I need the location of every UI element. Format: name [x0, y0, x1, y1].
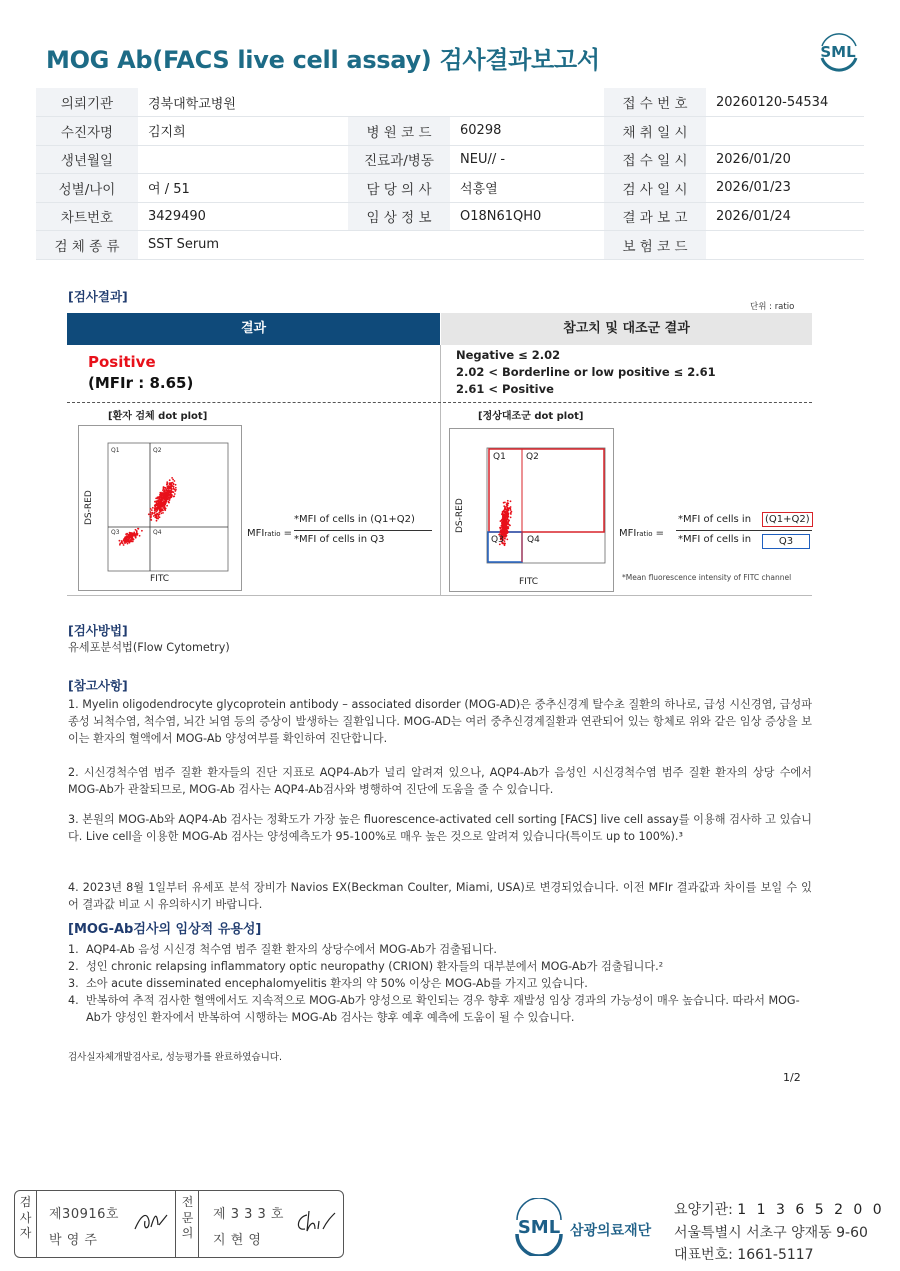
control-dot	[506, 507, 508, 509]
patient-dot	[150, 508, 152, 510]
specialist-license-no: 제 3 3 3 호	[213, 1207, 284, 1222]
patient-dot	[156, 497, 158, 499]
patient-dot	[164, 490, 166, 492]
info-label: 생년월일	[36, 145, 138, 174]
info-label: 진료과/병동	[348, 145, 450, 174]
patient-formula-denominator: *MFI of cells in Q3	[294, 534, 385, 545]
control-q2-label: Q2	[526, 452, 539, 462]
patient-dot	[159, 494, 161, 496]
control-dot	[503, 517, 505, 519]
patient-dot	[171, 485, 173, 487]
footer-code-label: 요양기관:	[674, 1202, 733, 1218]
patient-dot	[164, 505, 166, 507]
info-label: 수진자명	[36, 117, 138, 146]
patient-dot	[136, 534, 138, 536]
footer-code: 1 1 3 6 5 2 0 0	[737, 1202, 885, 1218]
control-q3-label: Q3	[491, 535, 504, 545]
patient-dot	[151, 512, 153, 514]
control-dot	[511, 511, 513, 513]
patient-dot	[156, 520, 158, 522]
info-value: 2026/01/24	[706, 202, 864, 231]
patient-dot	[161, 499, 163, 501]
list-number: 3.	[68, 977, 79, 990]
patient-dot	[159, 498, 161, 500]
patient-dot	[155, 513, 157, 515]
patient-formula-numerator: *MFI of cells in (Q1+Q2)	[294, 514, 415, 525]
patient-dot	[164, 493, 166, 495]
patient-dot	[154, 504, 156, 506]
control-box-q3: Q3	[762, 534, 810, 549]
control-dot	[506, 503, 508, 505]
patient-dot	[138, 528, 140, 530]
control-dot-plot	[449, 428, 614, 592]
specialist-name: 지 현 영	[213, 1233, 262, 1248]
control-x-axis-label: FITC	[519, 577, 539, 587]
info-value	[138, 145, 348, 174]
reference-negative: Negative ≤ 2.02	[456, 348, 561, 362]
control-dot	[507, 500, 509, 502]
patient-dot	[126, 536, 128, 538]
info-value: NEU// -	[450, 145, 604, 174]
control-dot	[504, 538, 506, 540]
control-dot	[503, 515, 505, 517]
footer-phone-number: 1661-5117	[737, 1247, 814, 1263]
patient-dot	[150, 519, 152, 521]
patient-dot	[154, 511, 156, 513]
patient-dot	[158, 512, 160, 514]
patient-dot	[128, 537, 130, 539]
control-dot	[505, 520, 507, 522]
control-dot	[502, 511, 504, 513]
control-dot	[503, 502, 505, 504]
reference-borderline: 2.02 < Borderline or low positive ≤ 2.61	[456, 365, 716, 379]
patient-dot	[173, 483, 175, 485]
control-dot	[504, 512, 506, 514]
patient-dot	[125, 533, 127, 535]
info-label: 검 사 일 시	[604, 174, 706, 203]
clinical-section-title: [MOG-Ab검사의 임상적 유용성]	[68, 922, 262, 937]
patient-dot	[169, 495, 171, 497]
patient-dot	[119, 540, 121, 542]
patient-dot	[166, 481, 168, 483]
info-label: 성별/나이	[36, 174, 138, 203]
patient-dot	[165, 502, 167, 504]
patient-dot	[133, 532, 135, 534]
patient-dot	[131, 539, 133, 541]
info-value: 석흥열	[450, 174, 604, 203]
info-label: 접 수 일 시	[604, 145, 706, 174]
info-label: 검 체 종 류	[36, 231, 138, 260]
dashed-divider	[67, 402, 812, 403]
info-label: 접 수 번 호	[604, 88, 706, 117]
signature-divider	[175, 1191, 176, 1257]
patient-dot	[168, 502, 170, 504]
report-title: MOG Ab(FACS live cell assay) 검사결과보고서	[46, 46, 600, 74]
patient-dot	[173, 489, 175, 491]
note-4: 4. 2023년 8월 1일부터 유세포 분석 장비가 Navios EX(Beckman Coulter, Miami, USA)로 변경되었습니다. 이전 MFIr 결과값과 차이를 보일 수 있어 결과값 비교 시 유의하시기 바랍니다.	[68, 881, 812, 911]
control-dot	[501, 530, 503, 532]
patient-dot	[171, 477, 173, 479]
patient-dot	[174, 493, 176, 495]
patient-y-axis-label: DS-RED	[84, 490, 94, 525]
info-label: 보 험 코 드	[604, 231, 706, 260]
list-number: 2.	[68, 960, 79, 973]
specialist-signature	[293, 1207, 337, 1237]
control-dot	[510, 517, 512, 519]
control-formula-fraction-line	[676, 530, 812, 531]
patient-dot-plot	[78, 425, 242, 591]
patient-dot	[165, 498, 167, 500]
control-dot	[507, 532, 509, 534]
control-dot	[507, 509, 509, 511]
control-dot	[507, 514, 509, 516]
signer-label-examiner: 검사자	[15, 1191, 37, 1257]
footer-facility-code	[674, 1199, 885, 1219]
patient-dot	[123, 541, 125, 543]
info-value: 2026/01/20	[706, 145, 864, 174]
info-row	[36, 145, 864, 174]
mfi-word: MFI	[619, 528, 637, 539]
control-dot	[507, 519, 509, 521]
patient-dot	[171, 494, 173, 496]
control-q4-label: Q4	[527, 535, 540, 545]
patient-dot	[123, 538, 125, 540]
control-dot	[507, 528, 509, 530]
info-value: 20260120-54534	[706, 88, 864, 117]
sml-logo	[812, 28, 864, 76]
note-1: 1. Myelin oligodendrocyte glycoprotein antibody – associated disorder (MOG-AD)은 중추신경계 탈수초 질환의 하나로, 급성 시신경염, 급성파종성 뇌척수염, 척수염, 뇌간 뇌염 등의 증상이 발생하는 질환입니다. MOG-AD는 여러 중추신경계질환과 연관되어 있는 항체로 위와 같은 임상 증상을 보이는 환자의 혈액에서 MOG-Ab 양성여부를 확인하여 진단합니다.	[68, 698, 812, 745]
patient-dot	[150, 513, 152, 515]
patient-dot	[175, 487, 177, 489]
patient-dot	[166, 496, 168, 498]
patient-dot	[128, 540, 130, 542]
list-text: 반복하여 추적 검사한 혈액에서도 지속적으로 MOG-Ab가 양성으로 확인되는 경우 향후 재발성 임상 경과의 가능성이 매우 높습니다. 따라서 MOG-Ab가 양성인 환자에서 반복하여 시행하는 MOG-Ab 검사는 향후 예후 예측에 도움이 될 수 있습니다.	[86, 994, 800, 1024]
patient-q4-label: Q4	[153, 529, 162, 536]
control-y-axis-label: DS-RED	[455, 498, 465, 533]
info-value: 김지희	[138, 117, 348, 146]
list-item	[68, 941, 812, 958]
unit-label: 단위 : ratio	[750, 302, 795, 312]
info-value: SST Serum	[138, 231, 604, 260]
control-box-q1q2: (Q1+Q2)	[762, 512, 813, 527]
patient-dot	[134, 534, 136, 536]
patient-info-table	[36, 88, 864, 260]
page-number: 1/2	[783, 1071, 801, 1084]
patient-dot	[159, 501, 161, 503]
patient-dot	[159, 516, 161, 518]
info-value	[706, 117, 864, 146]
control-dot	[509, 508, 511, 510]
signer-label-specialist: 전문의	[177, 1191, 199, 1257]
certification-note: 검사실자체개발검사로, 성능평가를 완료하였습니다.	[68, 1052, 282, 1063]
column-divider	[440, 345, 441, 595]
patient-dot	[163, 493, 165, 495]
info-label: 결 과 보 고	[604, 202, 706, 231]
patient-dot	[139, 535, 141, 537]
list-item	[68, 975, 812, 992]
patient-dot	[130, 541, 132, 543]
patient-dot	[153, 515, 155, 517]
control-dot	[506, 539, 508, 541]
patient-dot	[148, 513, 150, 515]
footer-phone-label: 대표번호:	[674, 1247, 733, 1263]
list-text: 성인 chronic relapsing inflammatory optic neuropathy (CRION) 환자들의 대부분에서 MOG-Ab가 검출됩니다.²	[86, 960, 664, 973]
control-dot	[499, 527, 501, 529]
info-value: O18N61QH0	[450, 202, 604, 231]
list-item	[68, 958, 812, 975]
info-label: 의뢰기관	[36, 88, 138, 117]
patient-dot	[156, 505, 158, 507]
reference-positive: 2.61 < Positive	[456, 382, 554, 396]
control-dot	[508, 516, 510, 518]
control-dot	[501, 513, 503, 515]
patient-dot	[166, 505, 168, 507]
patient-dot	[161, 497, 163, 499]
patient-dot	[161, 512, 163, 514]
control-dot	[507, 511, 509, 513]
info-value: 3429490	[138, 202, 348, 231]
patient-dot	[170, 487, 172, 489]
control-dot	[503, 505, 505, 507]
method-section-title: [검사방법]	[68, 623, 128, 638]
control-dot	[506, 522, 508, 524]
control-dot	[505, 515, 507, 517]
patient-dot	[159, 496, 161, 498]
list-number: 4.	[68, 994, 79, 1007]
patient-dot	[150, 517, 152, 519]
info-label: 차트번호	[36, 202, 138, 231]
patient-x-axis-label: FITC	[150, 574, 170, 584]
patient-dot	[152, 507, 154, 509]
patient-dot	[163, 495, 165, 497]
control-dot	[506, 526, 508, 528]
control-dot	[505, 524, 507, 526]
footer-sml-logo	[509, 1198, 569, 1256]
result-header: 결과	[67, 313, 440, 345]
patient-dot	[174, 490, 176, 492]
patient-dot	[161, 492, 163, 494]
patient-dot	[150, 515, 152, 517]
footer-address: 서울특별시 서초구 양재동 9-60	[674, 1225, 868, 1241]
method-text: 유세포분석법(Flow Cytometry)	[68, 641, 230, 654]
control-formula-denominator: *MFI of cells in	[678, 534, 752, 545]
info-label: 임 상 정 보	[348, 202, 450, 231]
patient-dot	[169, 479, 171, 481]
sml-logo-text: SML	[820, 43, 856, 61]
patient-dot	[161, 506, 163, 508]
patient-q2-label: Q2	[153, 447, 162, 454]
examiner-license-no: 제30916호	[49, 1207, 119, 1222]
footer-phone	[674, 1244, 814, 1264]
examiner-name: 박 영 주	[49, 1233, 98, 1248]
info-label: 채 취 일 시	[604, 117, 706, 146]
examiner-signature	[131, 1207, 171, 1237]
control-plot-title: [정상대조군 dot plot]	[478, 411, 584, 422]
patient-dot	[162, 510, 164, 512]
control-formula-numerator: *MFI of cells in	[678, 514, 752, 525]
signature-box	[14, 1190, 344, 1258]
control-mfi-label: MFIratio =	[619, 528, 665, 539]
control-dot	[503, 528, 505, 530]
result-section-title: [검사결과]	[68, 289, 128, 304]
control-dot	[504, 530, 506, 532]
patient-plot-title: [환자 검체 dot plot]	[108, 411, 208, 422]
patient-dot	[119, 543, 121, 545]
patient-dot	[159, 507, 161, 509]
control-dot	[506, 530, 508, 532]
info-label: 병 원 코 드	[348, 117, 450, 146]
note-2: 2. 시신경척수염 범주 질환 환자들의 진단 지표로 AQP4-Ab가 널리 알려져 있으나, AQP4-Ab가 음성인 시신경척수염 범주 질환 환자의 상당 수에서 MOG-Ab가 관찰되므로, MOG-Ab 검사는 AQP4-Ab검사와 병행하여 진단에 도움을 줄 수 있습니다.	[68, 766, 812, 796]
control-q1-label: Q1	[493, 452, 506, 462]
patient-dot	[166, 492, 168, 494]
info-row	[36, 117, 864, 146]
patient-dot	[141, 530, 143, 532]
list-text: 소아 acute disseminated encephalomyelitis 환자의 약 50% 이상은 MOG-Ab를 가지고 있습니다.	[86, 977, 588, 990]
control-dot	[504, 542, 506, 544]
patient-dot	[170, 482, 172, 484]
patient-formula-fraction-line	[294, 530, 432, 531]
patient-dot	[161, 496, 163, 498]
info-value: 여 / 51	[138, 174, 348, 203]
patient-dot	[159, 508, 161, 510]
patient-dot	[121, 541, 123, 543]
patient-dot	[170, 492, 172, 494]
info-value: 경북대학교병원	[138, 88, 604, 117]
patient-dot	[172, 479, 174, 481]
info-label: 담 당 의 사	[348, 174, 450, 203]
patient-dot	[129, 536, 131, 538]
info-row	[36, 231, 864, 260]
info-row	[36, 202, 864, 231]
list-number: 1.	[68, 943, 79, 956]
patient-dot	[162, 512, 164, 514]
patient-dot	[166, 489, 168, 491]
list-text: AQP4-Ab 음성 시신경 척수염 범주 질환 환자의 상당수에서 MOG-Ab가 검출됩니다.	[86, 943, 497, 956]
footer-organization: 삼광의료재단	[570, 1223, 652, 1239]
patient-dot	[163, 487, 165, 489]
patient-dot	[123, 544, 125, 546]
result-positive: Positive	[88, 353, 156, 371]
patient-dot	[161, 502, 163, 504]
clinical-list	[68, 941, 812, 1026]
list-item	[68, 992, 812, 1026]
info-value: 60298	[450, 117, 604, 146]
patient-dot	[160, 504, 162, 506]
result-mfir-value: (MFIr : 8.65)	[88, 374, 194, 392]
info-value: 2026/01/23	[706, 174, 864, 203]
patient-dot	[135, 529, 137, 531]
notes-section-title: [참고사항]	[68, 678, 128, 693]
patient-dot	[131, 533, 133, 535]
patient-dot	[127, 543, 129, 545]
note-3: 3. 본원의 MOG-Ab와 AQP4-Ab 검사는 정확도가 가장 높은 fluorescence-activated cell sorting [FACS] live cell assay를 이용해 검사하 고 있습니다. Live cell을 이용한 MOG-Ab 검사는 양성예측도가 95-100%로 매우 높은 것으로 알려져 있습니다(특이도 up to 100%).³	[68, 813, 812, 843]
patient-dot	[173, 486, 175, 488]
patient-q1-label: Q1	[111, 447, 120, 454]
patient-dot	[167, 486, 169, 488]
mfi-word: MFI	[247, 528, 265, 539]
patient-dot	[174, 480, 176, 482]
control-dot	[504, 532, 506, 534]
footer-logo-text: SML	[517, 1217, 561, 1238]
mfi-sub: ratio	[636, 530, 653, 538]
control-dot	[503, 524, 505, 526]
mfi-footnote: *Mean fluorescence intensity of FITC channel	[622, 573, 792, 582]
patient-dot	[173, 496, 175, 498]
reference-header: 참고치 및 대조군 결과	[441, 313, 812, 345]
patient-dot	[156, 516, 158, 518]
info-row	[36, 88, 864, 117]
info-row	[36, 174, 864, 203]
patient-dot	[150, 511, 152, 513]
control-dot	[504, 540, 506, 542]
patient-dot	[157, 501, 159, 503]
control-dot	[502, 521, 504, 523]
patient-dot	[156, 507, 158, 509]
mfi-sub: ratio	[264, 530, 281, 538]
patient-dot	[175, 484, 177, 486]
control-dot	[503, 513, 505, 515]
patient-dot	[162, 489, 164, 491]
info-value	[706, 231, 864, 260]
patient-mfi-label: MFIratio =	[247, 528, 293, 539]
patient-dot	[157, 514, 159, 516]
result-bottom-border	[67, 595, 812, 596]
patient-q3-label: Q3	[111, 529, 120, 536]
control-dot	[510, 500, 512, 502]
